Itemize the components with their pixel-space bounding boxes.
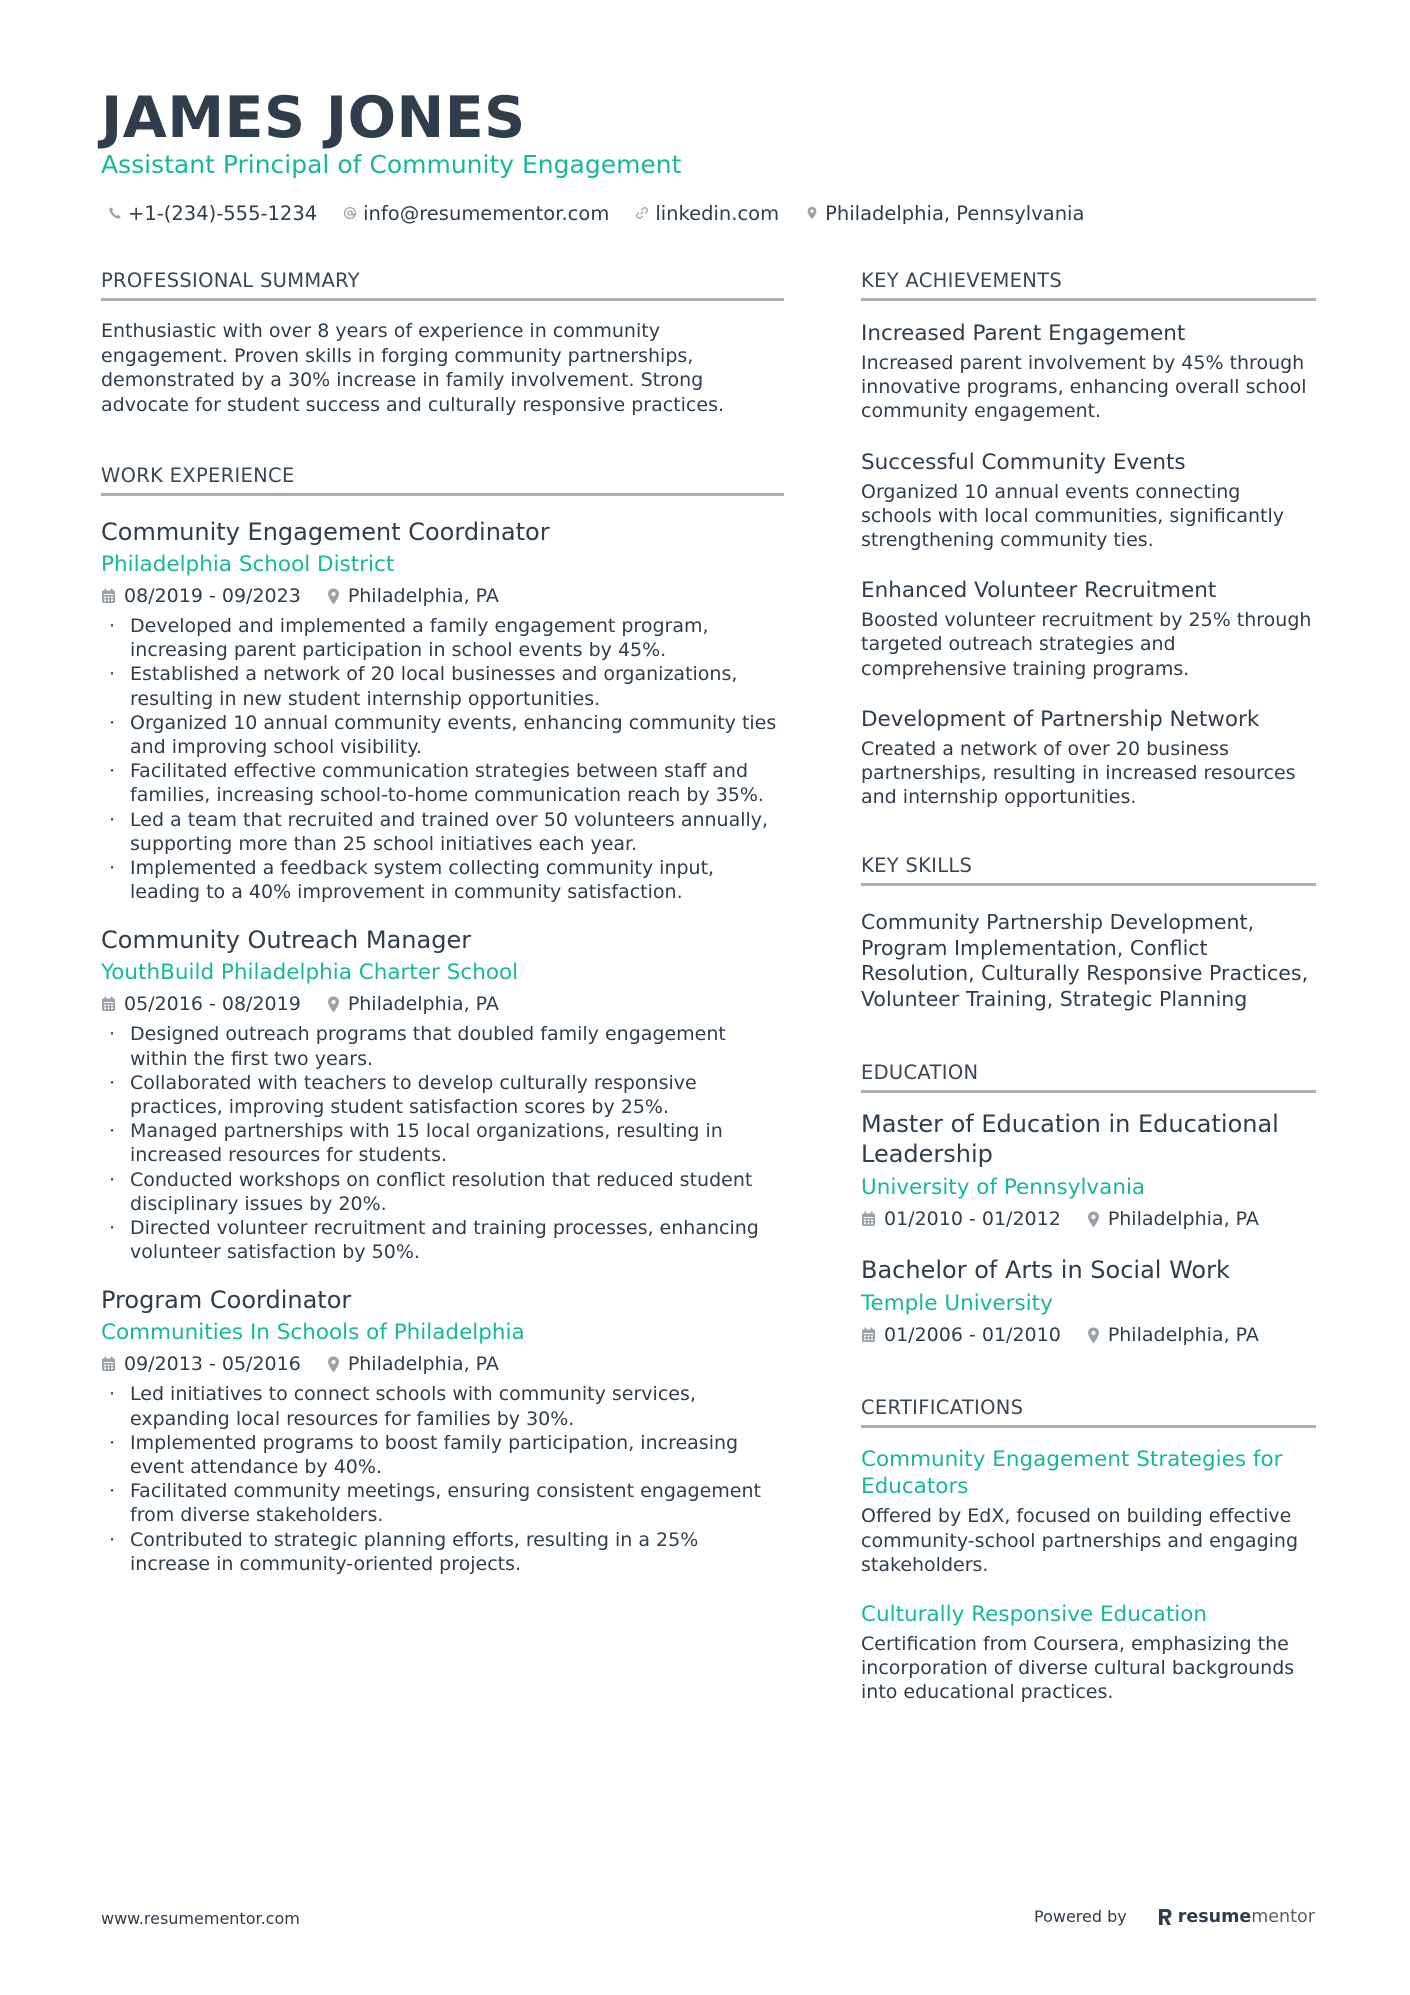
job-bullets [101,1382,784,1576]
job-location-text: Philadelphia, PA [347,585,499,607]
education-degree: Bachelor of Arts in Social Work [861,1256,1230,1285]
achievement-item [861,705,1316,810]
job-bullet: · Facilitated community meetings, ensuring consistent engagement from diverse stakeholders. [101,1479,784,1527]
contact-linkedin[interactable] [635,202,779,225]
achievement-item [861,448,1316,553]
education-item [861,1255,1316,1347]
skills-text: Community Partnership Development, Program Implementation, Conflict Resolution, Culturally Responsive Practices, Volunteer Training, Strategic Planning [861,910,1309,1011]
job-dates: 08/2019 - 09/2023 [124,585,301,607]
certification-desc: Certification from Coursera, emphasizing the incorporation of diverse cultural backgrounds into educational practices. [861,1633,1295,1704]
skills-section [861,853,1316,1012]
calendar-icon [101,588,116,604]
job-meta [101,1352,784,1376]
education-degree: Master of Education in Educational Leadership [861,1110,1279,1169]
contact-location [805,202,1084,225]
calendar-icon [861,1327,876,1343]
job-bullet: · Led a team that recruited and trained over 50 volunteers annually, supporting more than 25 school initiatives each year. [101,808,784,856]
job-entry [101,1284,784,1576]
certification-title: Culturally Responsive Education [861,1602,1208,1628]
job-dates: 09/2013 - 05/2016 [124,1353,301,1376]
contact-phone [108,202,317,225]
resumementor-logo-icon [1157,1907,1173,1927]
education-section [861,1060,1316,1347]
job-meta [101,992,784,1016]
contact-email[interactable] [343,202,609,225]
certifications-section-title: CERTIFICATIONS [861,1395,1316,1428]
calendar-icon [101,996,116,1012]
summary-section [101,268,784,417]
location-icon [327,996,340,1013]
location-icon [327,588,340,605]
achievements-section-title: KEY ACHIEVEMENTS [861,268,1316,301]
achievement-item [861,319,1316,424]
job-meta [101,584,784,608]
education-location-text: Philadelphia, PA [1107,1208,1259,1231]
education-section-title: EDUCATION [861,1060,1316,1093]
job-location-text: Philadelphia, PA [347,993,499,1016]
education-meta [861,1323,1316,1347]
achievement-desc: Boosted volunteer recruitment by 25% through targeted outreach strategies and comprehensive training programs. [861,609,1312,680]
job-entry [101,516,784,904]
certifications-section [861,1395,1316,1704]
education-item [861,1109,1316,1231]
job-bullet: · Implemented programs to boost family participation, increasing event attendance by 40%. [101,1431,784,1479]
summary-text: Enthusiastic with over 8 years of experience in community engagement. Proven skills in forging community partnerships, demonstrated by a 30% increase in family involvement. Strong advocate for student success and culturally responsive practices. [101,320,725,416]
job-bullet: · Designed outreach programs that doubled family engagement within the first two years. [101,1022,784,1070]
contact-phone-text: +1-(234)-555-1234 [128,201,318,225]
education-school: University of Pennsylvania [861,1175,1146,1201]
calendar-icon [101,1356,116,1372]
achievement-title: Enhanced Volunteer Recruitment [861,578,1217,604]
powered-by-label: Powered by [1034,1907,1127,1926]
job-dates: 05/2016 - 08/2019 [124,993,301,1016]
certification-desc: Offered by EdX, focused on building effective community-school partnerships and engaging stakeholders. [861,1505,1299,1576]
job-bullets [101,1022,784,1264]
education-meta [861,1207,1316,1231]
location-icon [1087,1211,1100,1228]
contact-email-text[interactable]: info@resumementor.com [363,201,610,225]
job-bullet: · Collaborated with teachers to develop culturally responsive practices, improving student satisfaction scores by 25%. [101,1071,784,1119]
footer-powered-by [1034,1905,1315,1929]
education-location [1087,1207,1259,1231]
brand-logo[interactable] [1157,1905,1315,1929]
brand-name-bold: resume [1177,1907,1252,1927]
education-dates: 01/2006 - 01/2010 [884,1324,1061,1347]
job-bullets [101,614,784,904]
certification-title: Community Engagement Strategies for Educators [861,1447,1283,1500]
achievement-title: Development of Partnership Network [861,706,1260,732]
experience-section-title: WORK EXPERIENCE [101,463,784,496]
experience-section [101,463,784,1576]
education-location-text: Philadelphia, PA [1107,1324,1259,1347]
contact-location-text: Philadelphia, Pennsylvania [825,201,1085,225]
right-column [861,268,1316,1705]
education-location [1087,1323,1259,1347]
achievement-desc: Organized 10 annual events connecting schools with local communities, significantly strengthening community ties. [861,480,1284,552]
brand-name-light: mentor [1251,1907,1315,1927]
job-bullet: · Facilitated effective communication strategies between staff and families, increasing school-to-home communication reach by 35%. [101,759,784,807]
certification-item [861,1601,1316,1705]
achievement-desc: Increased parent involvement by 45% through innovative programs, enhancing overall school community engagement. [861,352,1307,423]
achievements-section [861,268,1316,809]
job-bullet: · Managed partnerships with 15 local organizations, resulting in increased resources for students. [101,1119,784,1167]
at-icon [343,206,357,220]
education-school: Temple University [861,1291,1053,1317]
job-location [327,992,499,1016]
job-bullet: · Conducted workshops on conflict resolution that reduced student disciplinary issues by 20%. [101,1168,784,1216]
phone-icon [108,206,122,220]
job-title: Community Engagement Coordinator [101,518,550,546]
job-bullet: · Contributed to strategic planning efforts, resulting in a 25% increase in community-oriented projects. [101,1528,784,1576]
skills-section-title: KEY SKILLS [861,853,1316,886]
contact-row [108,198,1110,228]
job-company: Communities In Schools of Philadelphia [101,1320,525,1346]
candidate-headline: Assistant Principal of Community Engagement [101,150,682,179]
left-column [101,268,784,1576]
job-title: Program Coordinator [101,1286,352,1315]
job-company: Philadelphia School District [101,552,395,577]
achievement-title: Increased Parent Engagement [861,321,1186,346]
job-bullet: · Led initiatives to connect schools with community services, expanding local resources for families by 30%. [101,1382,784,1430]
achievement-desc: Created a network of over 20 business partnerships, resulting in increased resources and internship opportunities. [861,737,1296,809]
calendar-icon [861,1211,876,1227]
footer-website[interactable]: www.resumementor.com [101,1909,300,1928]
job-title: Community Outreach Manager [101,926,472,955]
location-icon [327,1356,340,1373]
job-bullet: · Implemented a feedback system collecting community input, leading to a 40% improvement in community satisfaction. [101,856,784,904]
job-entry [101,924,784,1264]
education-dates: 01/2010 - 01/2012 [884,1208,1061,1231]
achievement-item [861,576,1316,681]
job-location [327,1352,499,1376]
candidate-name: JAMES JONES [101,85,526,151]
summary-section-title: PROFESSIONAL SUMMARY [101,268,784,301]
achievement-title: Successful Community Events [861,449,1186,475]
job-location-text: Philadelphia, PA [347,1353,499,1376]
link-icon [635,206,649,220]
location-icon [805,206,819,220]
certification-item [861,1446,1316,1577]
job-bullet: · Directed volunteer recruitment and training processes, enhancing volunteer satisfaction by 50%. [101,1216,784,1264]
job-location [327,584,499,608]
job-bullet: · Developed and implemented a family engagement program, increasing parent participation in school events by 45%. [101,614,784,662]
contact-linkedin-text[interactable]: linkedin.com [655,201,780,225]
location-icon [1087,1327,1100,1344]
job-bullet: · Organized 10 annual community events, enhancing community ties and improving school visibility. [101,711,784,759]
job-bullet: · Established a network of 20 local businesses and organizations, resulting in new student internship opportunities. [101,662,784,710]
job-company: YouthBuild Philadelphia Charter School [101,960,519,986]
